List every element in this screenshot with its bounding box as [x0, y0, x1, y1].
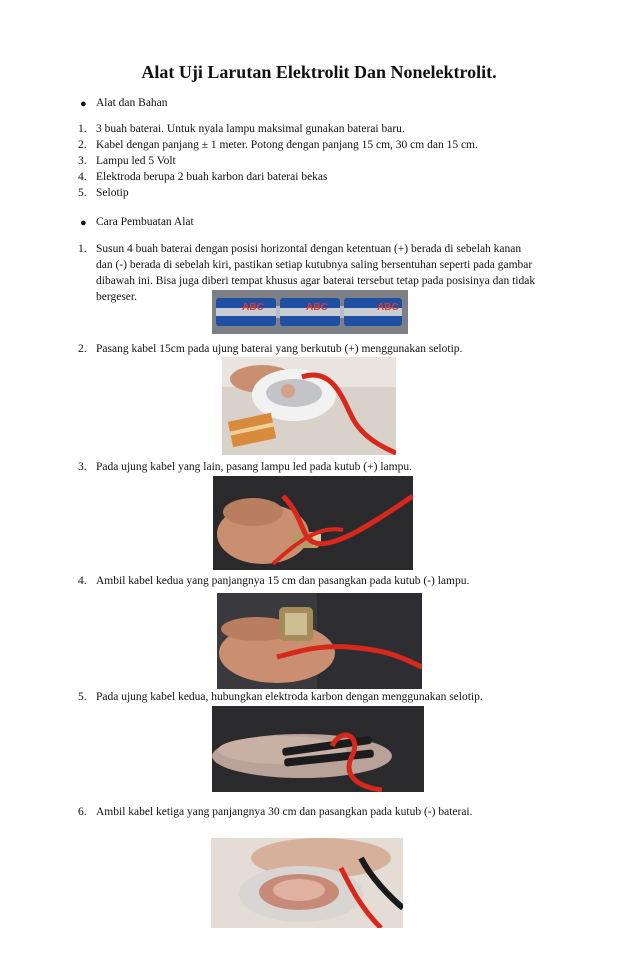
step-text-line: Pada ujung kabel yang lain, pasang lampu led pada kutub (+) lampu.	[96, 461, 412, 473]
materials-item: Selotip	[96, 187, 129, 199]
wire-on-battery-photo	[222, 357, 396, 455]
step-number: 2.	[78, 343, 87, 355]
step-text-line: bergeser.	[96, 291, 137, 303]
materials-item-number: 2.	[78, 139, 87, 151]
materials-item-number: 5.	[78, 187, 87, 199]
batteries-photo	[212, 290, 408, 334]
battery-label: ABC	[306, 302, 328, 313]
bullet-icon: ●	[80, 98, 87, 110]
step-text-line: Susun 4 buah baterai dengan posisi horizontal dengan ketentuan (+) berada di sebelah kanan	[96, 243, 522, 255]
negative-terminal-photo	[211, 838, 403, 928]
materials-item: 3 buah baterai. Untuk nyala lampu maksimal gunakan baterai baru.	[96, 123, 405, 135]
step-text-line: dibawah ini. Bisa juga diberi tempat khusus agar baterai tersebut tetap pada posisinya dan tidak	[96, 275, 536, 287]
materials-item: Elektroda berupa 2 buah karbon dari baterai bekas	[96, 171, 328, 183]
steps-heading: Cara Pembuatan Alat	[96, 216, 194, 228]
step-text-line: Ambil kabel kedua yang panjangnya 15 cm dan pasangkan pada kutub (-) lampu.	[96, 575, 470, 587]
step-text-line: Ambil kabel ketiga yang panjangnya 30 cm dan pasangkan pada kutub (-) baterai.	[96, 806, 473, 818]
materials-item: Kabel dengan panjang ± 1 meter. Potong dengan panjang 15 cm, 30 cm dan 15 cm.	[96, 139, 478, 151]
led-wire-photo	[213, 476, 413, 570]
battery-2	[280, 298, 344, 326]
bullet-icon: ●	[80, 217, 87, 229]
step-number: 6.	[78, 806, 87, 818]
step-text-line: Pasang kabel 15cm pada ujung baterai yang berkutub (+) menggunakan selotip.	[96, 343, 463, 355]
step-number: 5.	[78, 691, 87, 703]
battery-label: ABC	[377, 302, 399, 313]
step-text-line: dan (-) berada di sebelah kiri, pastikan setiap kutubnya saling bersentuhan seperti pada gambar	[96, 259, 533, 271]
materials-heading: Alat dan Bahan	[96, 97, 168, 109]
materials-item: Lampu led 5 Volt	[96, 155, 176, 167]
step-number: 4.	[78, 575, 87, 587]
carbon-electrode-photo	[212, 706, 424, 792]
step-text-line: Pada ujung kabel kedua, hubungkan elektroda karbon dengan menggunakan selotip.	[96, 691, 483, 703]
battery-1	[216, 298, 280, 326]
battery-label: ABC	[242, 302, 264, 313]
second-wire-photo	[217, 593, 422, 689]
battery-3	[344, 298, 402, 326]
materials-item-number: 3.	[78, 155, 87, 167]
materials-item-number: 4.	[78, 171, 87, 183]
step-number: 1.	[78, 243, 87, 255]
page-title: Alat Uji Larutan Elektrolit Dan Nonelektrolit.	[141, 62, 497, 82]
materials-item-number: 1.	[78, 123, 87, 135]
step-number: 3.	[78, 461, 87, 473]
